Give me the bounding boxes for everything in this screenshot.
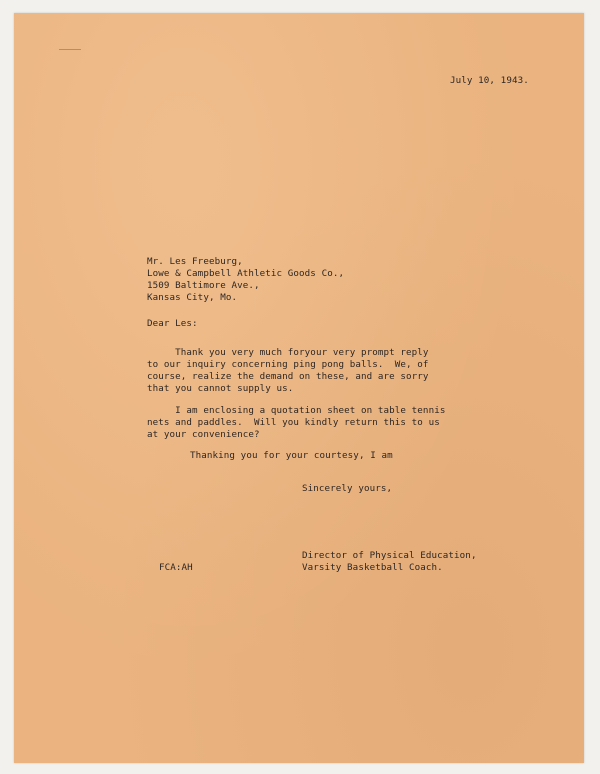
- recipient-line: Kansas City, Mo.: [147, 292, 238, 303]
- paragraph-line: course, realize the demand on these, and are sorry: [147, 371, 429, 382]
- reference-initials: FCA:AH: [159, 562, 193, 573]
- letter-page: [14, 13, 584, 763]
- signature-line: Director of Physical Education,: [302, 550, 477, 561]
- salutation: Dear Les:: [147, 318, 198, 329]
- recipient-line: Mr. Les Freeburg,: [147, 256, 243, 267]
- paragraph-line: nets and paddles. Will you kindly return this to us: [147, 417, 440, 428]
- paragraph-line: that you cannot supply us.: [147, 383, 294, 394]
- body-paragraph-3: Thanking you for your courtesy, I am: [190, 450, 393, 461]
- letter-date: July 10, 1943.: [450, 75, 529, 86]
- paper-mark: [59, 49, 81, 50]
- body-paragraph-1: [147, 347, 429, 395]
- paragraph-line: at your convenience?: [147, 429, 260, 440]
- paragraph-line: to our inquiry concerning ping pong balls. We, of: [147, 359, 429, 370]
- recipient-address-block: [147, 256, 344, 304]
- recipient-line: 1509 Baltimore Ave.,: [147, 280, 260, 291]
- paragraph-line: Thank you very much foryour very prompt reply: [147, 347, 429, 358]
- signature-block: [302, 550, 477, 574]
- complimentary-closing: Sincerely yours,: [302, 483, 393, 494]
- recipient-line: Lowe & Campbell Athletic Goods Co.,: [147, 268, 345, 279]
- signature-line: Varsity Basketball Coach.: [302, 562, 443, 573]
- paragraph-line: I am enclosing a quotation sheet on table tennis: [147, 405, 446, 416]
- body-paragraph-2: [147, 405, 445, 441]
